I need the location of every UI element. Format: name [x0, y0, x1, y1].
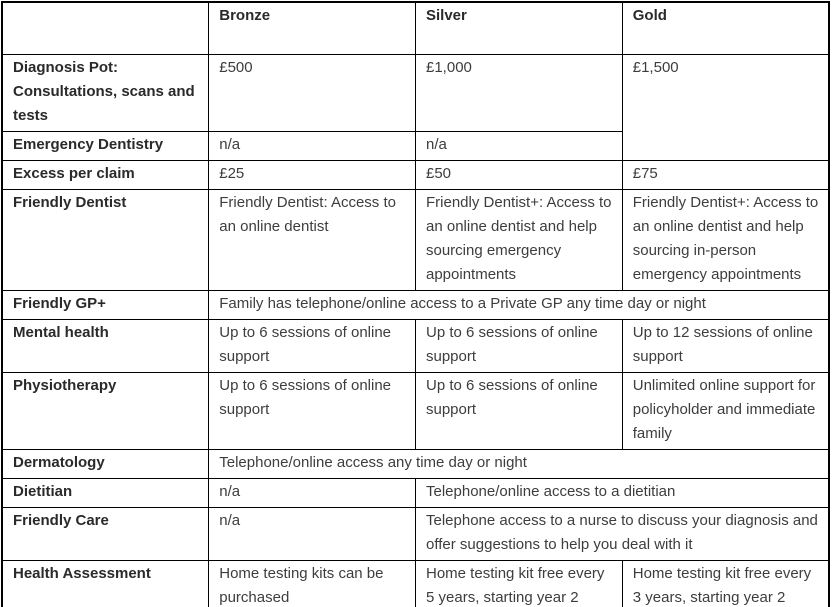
cell-mental-gold: Up to 12 sessions of online support	[622, 319, 829, 372]
table-row-friendly-care	[2, 507, 829, 560]
row-label-friendly-dentist: Friendly Dentist	[2, 189, 209, 290]
cell-dermatology-all-plans: Telephone/online access any time day or night	[209, 449, 829, 478]
cell-diagnosis-silver: £1,000	[416, 54, 623, 131]
table-row-diagnosis-pot	[2, 54, 829, 131]
header-row	[2, 2, 829, 54]
cell-dietitian-silver-gold: Telephone/online access to a dietitian	[416, 478, 830, 507]
header-empty-cell	[2, 2, 209, 54]
cell-health-silver: Home testing kit free every 5 years, starting year 2	[416, 560, 623, 607]
cell-emergency-silver: n/a	[416, 131, 623, 160]
row-label-diagnosis-pot: Diagnosis Pot: Consultations, scans and tests	[2, 54, 209, 131]
cell-dietitian-bronze: n/a	[209, 478, 416, 507]
table-row-friendly-gp-plus	[2, 290, 829, 319]
cell-mental-bronze: Up to 6 sessions of online support	[209, 319, 416, 372]
cell-dentist-silver: Friendly Dentist+: Access to an online dentist and help sourcing emergency appointments	[416, 189, 623, 290]
table-row-health-assessment	[2, 560, 829, 607]
cell-dentist-gold: Friendly Dentist+: Access to an online dentist and help sourcing in-person emergency appointments	[622, 189, 829, 290]
table-row-mental-health	[2, 319, 829, 372]
cell-physio-gold: Unlimited online support for policyholder and immediate family	[622, 372, 829, 449]
table-row-dietitian	[2, 478, 829, 507]
row-label-friendly-care: Friendly Care	[2, 507, 209, 560]
plan-comparison-table	[1, 1, 830, 607]
row-label-emergency-dentistry: Emergency Dentistry	[2, 131, 209, 160]
cell-physio-bronze: Up to 6 sessions of online support	[209, 372, 416, 449]
cell-diagnosis-bronze: £500	[209, 54, 416, 131]
row-label-health-assessment: Health Assessment	[2, 560, 209, 607]
cell-physio-silver: Up to 6 sessions of online support	[416, 372, 623, 449]
row-label-physiotherapy: Physiotherapy	[2, 372, 209, 449]
header-gold: Gold	[622, 2, 829, 54]
cell-excess-gold: £75	[622, 160, 829, 189]
row-label-excess-per-claim: Excess per claim	[2, 160, 209, 189]
cell-mental-silver: Up to 6 sessions of online support	[416, 319, 623, 372]
table-row-friendly-dentist	[2, 189, 829, 290]
cell-care-silver-gold: Telephone access to a nurse to discuss your diagnosis and offer suggestions to help you deal with it	[416, 507, 830, 560]
row-label-dermatology: Dermatology	[2, 449, 209, 478]
cell-gp-all-plans: Family has telephone/online access to a Private GP any time day or night	[209, 290, 829, 319]
table-row-dermatology	[2, 449, 829, 478]
table-row-physiotherapy	[2, 372, 829, 449]
cell-dentist-bronze: Friendly Dentist: Access to an online dentist	[209, 189, 416, 290]
row-label-dietitian: Dietitian	[2, 478, 209, 507]
header-bronze: Bronze	[209, 2, 416, 54]
row-label-friendly-gp-plus: Friendly GP+	[2, 290, 209, 319]
cell-care-bronze: n/a	[209, 507, 416, 560]
table-row-excess-per-claim	[2, 160, 829, 189]
cell-health-bronze: Home testing kits can be purchased	[209, 560, 416, 607]
cell-health-gold: Home testing kit free every 3 years, starting year 2	[622, 560, 829, 607]
header-silver: Silver	[416, 2, 623, 54]
row-label-mental-health: Mental health	[2, 319, 209, 372]
cell-emergency-bronze: n/a	[209, 131, 416, 160]
cell-excess-bronze: £25	[209, 160, 416, 189]
cell-excess-silver: £50	[416, 160, 623, 189]
cell-diagnosis-gold: £1,500	[622, 54, 829, 160]
